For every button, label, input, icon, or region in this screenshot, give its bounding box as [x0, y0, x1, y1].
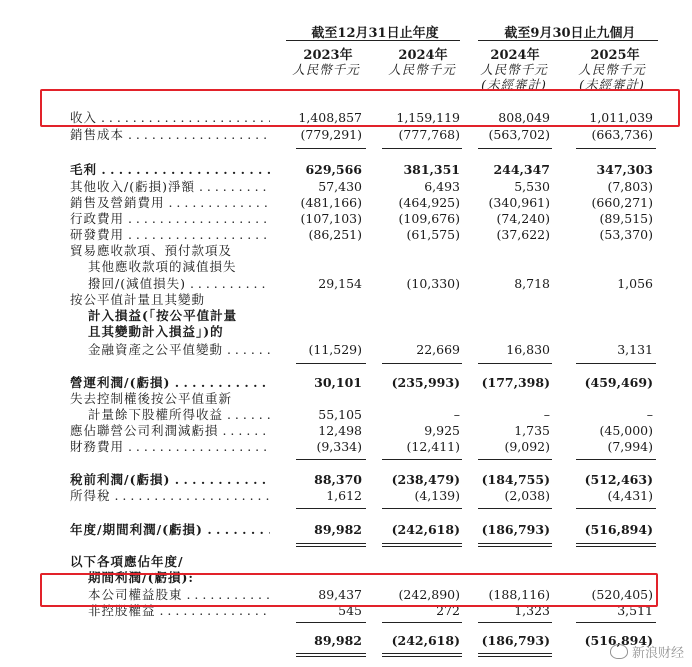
cell-9m-2024: (186,793) [481, 633, 550, 648]
row-label: 計入損益(「按公平值計量 [88, 308, 238, 323]
subtotal-rule [296, 363, 366, 364]
subtotal-rule [576, 622, 656, 623]
row-label: 年度/期間利潤/(虧損) . . . [70, 522, 270, 538]
cell-2024: (61,575) [406, 227, 460, 242]
subtotal-rule [576, 459, 656, 460]
subtotal-rule [296, 148, 366, 149]
highlight-box-equity-shareholders [40, 573, 658, 607]
cell-9m-2025: 3,131 [617, 342, 653, 357]
cell-9m-2024: (340,961) [488, 195, 550, 210]
subtotal-rule [478, 622, 552, 623]
total-double-rule [382, 543, 462, 547]
cell-9m-2025: 1,056 [617, 276, 653, 291]
cell-9m-2024: 16,830 [506, 342, 550, 357]
row-label: 其他收入/(虧損)淨額 . . . [70, 179, 270, 195]
weibo-logo-icon [610, 644, 628, 659]
row-label: 撥回/(減值損失) . . . [88, 276, 270, 292]
subtotal-rule [576, 363, 656, 364]
cell-2024: (109,676) [398, 211, 460, 226]
subtotal-rule [382, 508, 462, 509]
cell-9m-2025: (53,370) [599, 227, 653, 242]
subtotal-rule [478, 459, 552, 460]
cell-2023: (86,251) [308, 227, 362, 242]
highlight-box-revenue [40, 89, 680, 127]
row-profit-before-tax [0, 472, 692, 488]
cell-9m-2024: (184,755) [481, 472, 550, 487]
subtotal-rule [296, 459, 366, 460]
row-fvtpl-line-2 [0, 308, 692, 324]
row-selling-expenses [0, 195, 692, 211]
cell-2023: 57,430 [318, 179, 362, 194]
cell-9m-2024: 808,049 [498, 110, 550, 125]
header-unit-2: 人民幣千元 [388, 62, 456, 77]
row-label: 以下各項應佔年度/ [70, 554, 184, 569]
row-label: 銷售及營銷費用 . . . [70, 195, 270, 211]
subtotal-rule [296, 508, 366, 509]
row-fvtpl-line-1 [0, 292, 692, 308]
cell-9m-2025: (663,736) [591, 127, 653, 142]
header-year-4: 2025年 [590, 48, 640, 63]
cell-9m-2024: 1,323 [514, 603, 550, 618]
row-label: 銷售成本 . . . [70, 127, 270, 143]
cell-2024: 272 [436, 603, 460, 618]
row-label: 按公平值計量且其變動 [70, 292, 206, 307]
cell-9m-2025: (459,469) [584, 375, 653, 390]
row-gross-profit [0, 162, 692, 178]
row-operating-profit [0, 375, 692, 391]
total-double-rule [382, 653, 462, 657]
row-rnd-expenses [0, 227, 692, 243]
cell-9m-2025: (7,994) [607, 439, 653, 454]
total-double-rule [296, 543, 366, 547]
cell-2023: 89,437 [318, 587, 362, 602]
cell-2023: 30,101 [314, 375, 362, 390]
cell-9m-2025: (520,405) [591, 587, 653, 602]
watermark [610, 642, 684, 661]
cell-2023: 545 [338, 603, 362, 618]
cell-2024: 6,493 [424, 179, 460, 194]
cell-2023: 55,105 [318, 407, 362, 422]
subtotal-rule [576, 508, 656, 509]
cell-2024: 9,925 [424, 423, 460, 438]
row-label: 行政費用 . . . [70, 211, 270, 227]
cell-2023: 1,612 [326, 488, 362, 503]
cell-9m-2024: 244,347 [493, 162, 550, 177]
cell-9m-2025: (45,000) [599, 423, 653, 438]
watermark-text: 新浪财经 [631, 646, 684, 661]
cell-9m-2024: (186,793) [481, 522, 550, 537]
row-label: 期間利潤/(虧損): [88, 570, 195, 585]
row-remeasurement-line-1 [0, 391, 692, 407]
subtotal-rule [382, 459, 462, 460]
cell-2023: 1,408,857 [298, 110, 362, 125]
cell-9m-2025: (4,431) [607, 488, 653, 503]
row-label: 計量餘下股權所得收益 . . . [88, 407, 270, 423]
cell-2023: (9,334) [316, 439, 362, 454]
cell-2024: (242,890) [398, 587, 460, 602]
row-other-income [0, 179, 692, 195]
subtotal-rule [382, 622, 462, 623]
header-unit-1: 人民幣千元 [292, 62, 360, 77]
header-year-2: 2024年 [398, 48, 448, 63]
row-remeasurement [0, 407, 692, 423]
cell-9m-2024: 1,735 [514, 423, 550, 438]
cell-9m-2024: (9,092) [504, 439, 550, 454]
cell-9m-2025: (89,515) [599, 211, 653, 226]
row-impairment [0, 276, 692, 292]
row-label: 應佔聯營公司利潤減虧損 . . . [70, 423, 270, 439]
row-label: 非控股權益 . . . [88, 603, 270, 619]
subtotal-rule [382, 148, 462, 149]
header-unit-4: 人民幣千元 (未經審計) [578, 62, 646, 92]
cell-2024: 1,159,119 [396, 110, 460, 125]
cell-2023: 29,154 [318, 276, 362, 291]
cell-9m-2024: 8,718 [514, 276, 550, 291]
row-impairment-line-2 [0, 259, 692, 275]
cell-9m-2024: 5,530 [514, 179, 550, 194]
total-double-rule [576, 543, 656, 547]
total-double-rule [478, 543, 552, 547]
header-unit-3: 人民幣千元 (未經審計) [480, 62, 548, 92]
subtotal-rule [478, 508, 552, 509]
row-label: 本公司權益股東 . . . [88, 587, 270, 603]
cell-9m-2025: (512,463) [584, 472, 653, 487]
row-label: 毛利 . . . [70, 162, 270, 178]
cell-2024: (235,993) [391, 375, 460, 390]
cell-9m-2025: 1,011,039 [589, 110, 653, 125]
row-label: 且其變動計入損益」)的 [88, 324, 224, 339]
cell-9m-2024: (2,038) [504, 488, 550, 503]
cell-2024: (242,618) [391, 522, 460, 537]
subtotal-rule [478, 148, 552, 149]
subtotal-rule [576, 148, 656, 149]
cell-2023: 89,982 [314, 633, 362, 648]
cell-9m-2025: – [646, 407, 653, 422]
cell-2023: 89,982 [314, 522, 362, 537]
row-label: 其他應收款項的減值損失 [88, 259, 237, 274]
row-fvtpl-line-3 [0, 324, 692, 340]
total-double-rule [478, 653, 552, 657]
cell-2024: (464,925) [398, 195, 460, 210]
subtotal-rule [382, 363, 462, 364]
cell-2024: – [453, 407, 460, 422]
cell-2023: (107,103) [300, 211, 362, 226]
row-impairment-line-1 [0, 243, 692, 259]
row-label: 貿易應收款項、預付款項及 [70, 243, 233, 258]
row-fvtpl [0, 342, 692, 358]
cell-2024: (777,768) [398, 127, 460, 142]
cell-2024: (10,330) [406, 276, 460, 291]
subtotal-rule [296, 622, 366, 623]
row-label: 收入 . . . [70, 110, 270, 126]
row-label: 失去控制權後按公平值重新 [70, 391, 233, 406]
cell-9m-2025: 347,303 [596, 162, 653, 177]
row-label: 所得稅 . . . [70, 488, 270, 504]
cell-9m-2024: – [543, 407, 550, 422]
row-admin-expenses [0, 211, 692, 227]
row-label: 財務費用 . . . [70, 439, 270, 455]
cell-2024: 22,669 [416, 342, 460, 357]
cell-9m-2024: (563,702) [488, 127, 550, 142]
cell-2024: (4,139) [414, 488, 460, 503]
row-cost-of-sales [0, 127, 692, 143]
header-year-1: 2023年 [303, 48, 353, 63]
row-associates [0, 423, 692, 439]
cell-9m-2025: (516,894) [584, 522, 653, 537]
row-income-tax [0, 488, 692, 504]
cell-2024: 381,351 [403, 162, 460, 177]
cell-9m-2025: 3,511 [617, 603, 653, 618]
row-attributable-heading-1 [0, 554, 692, 570]
row-label: 稅前利潤/(虧損) . . . [70, 472, 270, 488]
cell-9m-2024: (188,116) [488, 587, 550, 602]
cell-2023: 88,370 [314, 472, 362, 487]
row-finance-costs [0, 439, 692, 455]
row-label: 營運利潤/(虧損) . . . [70, 375, 270, 391]
cell-9m-2025: (516,894) [584, 633, 653, 648]
row-net-profit [0, 522, 692, 538]
cell-2023: (779,291) [300, 127, 362, 142]
cell-2023: 629,566 [305, 162, 362, 177]
header-year-3: 2024年 [490, 48, 540, 63]
cell-9m-2024: (74,240) [496, 211, 550, 226]
header-interim-rule [478, 40, 658, 41]
cell-9m-2025: (7,803) [607, 179, 653, 194]
header-annual-rule [286, 40, 460, 41]
cell-9m-2024: (177,398) [481, 375, 550, 390]
cell-9m-2025: (660,271) [591, 195, 653, 210]
cell-9m-2024: (37,622) [496, 227, 550, 242]
row-label: 研發費用 . . . [70, 227, 270, 243]
cell-2024: (12,411) [406, 439, 460, 454]
total-double-rule [296, 653, 366, 657]
cell-2023: (11,529) [308, 342, 362, 357]
cell-2024: (238,479) [391, 472, 460, 487]
header-annual: 截至12月31日止年度 [311, 26, 439, 41]
cell-2024: (242,618) [391, 633, 460, 648]
cell-2023: 12,498 [318, 423, 362, 438]
header-interim: 截至9月30日止九個月 [504, 26, 636, 41]
row-label: 金融資產之公平值變動 . . . [88, 342, 270, 358]
row-total [0, 633, 692, 649]
cell-2023: (481,166) [300, 195, 362, 210]
subtotal-rule [478, 363, 552, 364]
